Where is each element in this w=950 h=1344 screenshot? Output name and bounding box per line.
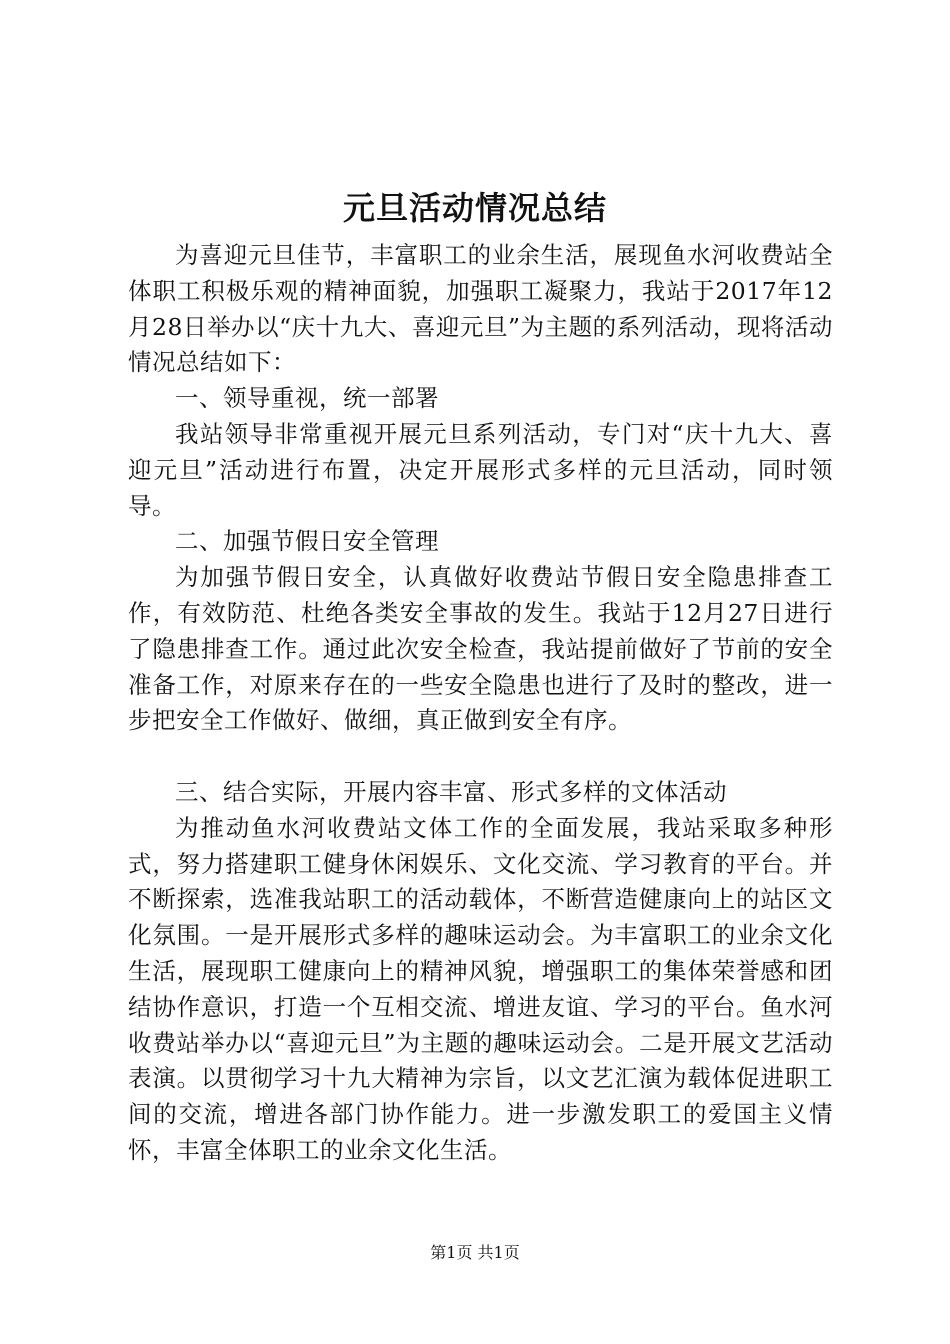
section-heading-2: 二、加强节假日安全管理 [175, 527, 439, 556]
section-heading-3: 三、结合实际，开展内容丰富、形式多样的文体活动 [175, 777, 727, 806]
paragraph-spacer [128, 739, 833, 775]
paragraph-intro: 为喜迎元旦佳节，丰富职工的业余生活，展现鱼水河收费站全体职工积极乐观的精神面貌，加强职工凝聚力，我站于2017年12月28日举办以“庆十九大、喜迎元旦”为主题的系列活动，现将活动情况总结如下： [128, 241, 833, 377]
section-heading-1: 一、领导重视，统一部署 [175, 384, 439, 413]
paragraph-section-3: 为推动鱼水河收费站文体工作的全面发展，我站采取多种形式，努力搭建职工健身休闲娱乐、文化交流、学习教育的平台。并不断探索，选准我站职工的活动载体，不断营造健康向上的站区文化氛围。一是开展形式多样的趣味运动会。为丰富职工的业余文化生活，展现职工健康向上的精神风貌，增强职工的集体荣誉感和团结协作意识，打造一个互相交流、增进友谊、学习的平台。鱼水河收费站举办以“喜迎元旦”为主题的趣味运动会。二是开展文艺活动表演。以贯彻学习十九大精神为宗旨，以文艺汇演为载体促进职工间的交流，增进各部门协作能力。进一步激发职工的爱国主义情怀，丰富全体职工的业余文化生活。 [128, 813, 833, 1164]
page-footer: 第1页 共1页 [430, 1243, 520, 1262]
paragraph-section-1: 我站领导非常重视开展元旦系列活动，专门对“庆十九大、喜迎元旦”活动进行布置，决定开展形式多样的元旦活动，同时领导。 [128, 419, 833, 520]
document-title: 元旦活动情况总结 [342, 189, 607, 227]
document-body [128, 238, 833, 1169]
paragraph-section-2: 为加强节假日安全，认真做好收费站节假日安全隐患排查工作，有效防范、杜绝各类安全事故的发生。我站于12月27日进行了隐患排查工作。通过此次安全检查，我站提前做好了节前的安全准备工作，对原来存在的一些安全隐患也进行了及时的整改，进一步把安全工作做好、做细，真正做到安全有序。 [128, 563, 833, 735]
